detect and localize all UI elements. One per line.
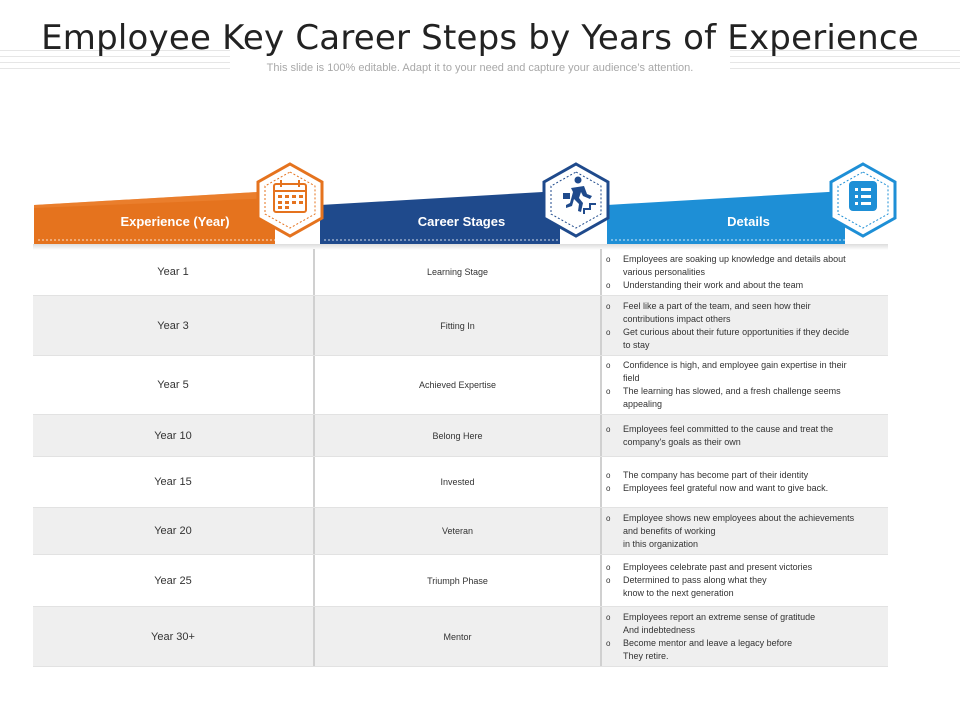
bullet-marker: o [606, 280, 611, 290]
detail-line [606, 253, 846, 266]
table-row [33, 607, 888, 667]
detail-text: Understanding their work and about the team [623, 279, 804, 290]
column-header-experience: Experience (Year) [120, 214, 230, 229]
detail-line [606, 624, 695, 637]
bullet-marker [606, 538, 623, 551]
detail-text: Get curious about their future opportunities if they decide [623, 326, 850, 337]
table-row [33, 415, 888, 457]
detail-text-continuation: field [623, 373, 640, 383]
career-stage-cell: Mentor [315, 607, 602, 666]
details-cell [602, 415, 888, 456]
column-header-career-stages: Career Stages [417, 214, 506, 229]
details-cell [602, 555, 888, 606]
experience-year-cell: Year 30+ [33, 607, 315, 666]
experience-year-cell: Year 10 [33, 415, 315, 456]
details-cell [602, 249, 888, 295]
detail-text: know to the next generation [623, 588, 734, 598]
career-stage-cell: Invested [315, 457, 602, 507]
table-row [33, 555, 888, 607]
detail-line [606, 482, 828, 495]
detail-line [606, 587, 734, 600]
detail-line [606, 385, 841, 398]
bullet-marker [606, 587, 623, 600]
detail-text: Employees report an extreme sense of gratitude [623, 611, 816, 622]
bullet-marker: o [606, 576, 611, 585]
bullet-marker [606, 650, 623, 663]
bullet-marker: o [606, 254, 611, 264]
experience-year-cell: Year 20 [33, 508, 315, 554]
detail-text-continuation: company's goals as their own [623, 436, 741, 447]
details-cell [602, 508, 888, 554]
detail-line [606, 423, 833, 436]
page-subtitle: This slide is 100% editable. Adapt it to your need and capture your audience’s attention. [266, 62, 694, 74]
details-cell [602, 296, 888, 355]
detail-text: Employees celebrate past and present victories [623, 562, 813, 572]
career-steps-table [33, 249, 888, 667]
table-row [33, 296, 888, 356]
detail-text: Feel like a part of the team, and seen how their [623, 300, 811, 311]
experience-year-cell: Year 5 [33, 356, 315, 414]
page-title: Employee Key Career Steps by Years of Experience [41, 18, 919, 58]
bullet-marker: o [606, 301, 611, 311]
bullet-marker: o [606, 361, 611, 370]
table-row [33, 457, 888, 508]
detail-line [606, 279, 803, 292]
detail-text: The company has become part of their identity [623, 470, 809, 480]
detail-line [606, 637, 792, 650]
detail-text: Employees feel committed to the cause and treat the [623, 423, 834, 434]
bullet-marker: o [606, 484, 611, 493]
bullet-marker: o [606, 612, 611, 622]
detail-line [606, 469, 808, 482]
detail-line [606, 300, 811, 313]
bullet-marker: o [606, 563, 611, 572]
bullet-marker: o [606, 327, 611, 337]
details-cell [602, 457, 888, 507]
career-stage-cell: Triumph Phase [315, 555, 602, 606]
detail-text-continuation: and benefits of working [623, 525, 716, 536]
career-stage-cell: Learning Stage [315, 249, 602, 295]
detail-text: Confidence is high, and employee gain expertise in their [623, 360, 847, 370]
details-cell [602, 356, 888, 414]
bullet-marker: o [606, 471, 611, 480]
experience-year-cell: Year 25 [33, 555, 315, 606]
bullet-marker: o [606, 424, 611, 434]
detail-text-continuation: appealing [623, 399, 663, 409]
detail-text: Employee shows new employees about the achievements [623, 512, 855, 523]
career-stage-cell: Fitting In [315, 296, 602, 355]
experience-year-cell: Year 1 [33, 249, 315, 295]
table-row [33, 508, 888, 555]
career-stage-cell: Belong Here [315, 415, 602, 456]
career-stage-cell: Achieved Expertise [315, 356, 602, 414]
detail-text: Become mentor and leave a legacy before [623, 637, 793, 648]
table-row [33, 356, 888, 415]
detail-line [606, 359, 847, 372]
detail-line [606, 574, 767, 587]
detail-line [606, 611, 815, 624]
detail-text: And indebtedness [623, 624, 696, 635]
detail-text: They retire. [623, 650, 669, 661]
detail-line [606, 561, 812, 574]
career-stage-cell: Veteran [315, 508, 602, 554]
column-header-details: Details [727, 214, 770, 229]
detail-text: in this organization [623, 538, 699, 549]
detail-text-continuation: various personalities [623, 266, 706, 277]
experience-year-cell: Year 3 [33, 296, 315, 355]
bullet-marker [606, 624, 623, 637]
details-cell [602, 607, 888, 666]
detail-text: Employees are soaking up knowledge and details about [623, 253, 846, 264]
detail-text-continuation: contributions impact others [623, 313, 731, 324]
bullet-marker: o [606, 387, 611, 396]
detail-line [606, 326, 849, 339]
experience-year-cell: Year 15 [33, 457, 315, 507]
detail-line [606, 512, 854, 525]
table-row [33, 249, 888, 296]
bullet-marker: o [606, 638, 611, 648]
detail-line [606, 538, 698, 551]
detail-line [606, 650, 669, 663]
detail-text-continuation: to stay [623, 339, 650, 350]
detail-text: Determined to pass along what they [623, 575, 767, 585]
bullet-marker: o [606, 513, 611, 523]
detail-text: The learning has slowed, and a fresh challenge seems [623, 386, 841, 396]
detail-text: Employees feel grateful now and want to give back. [623, 483, 829, 493]
